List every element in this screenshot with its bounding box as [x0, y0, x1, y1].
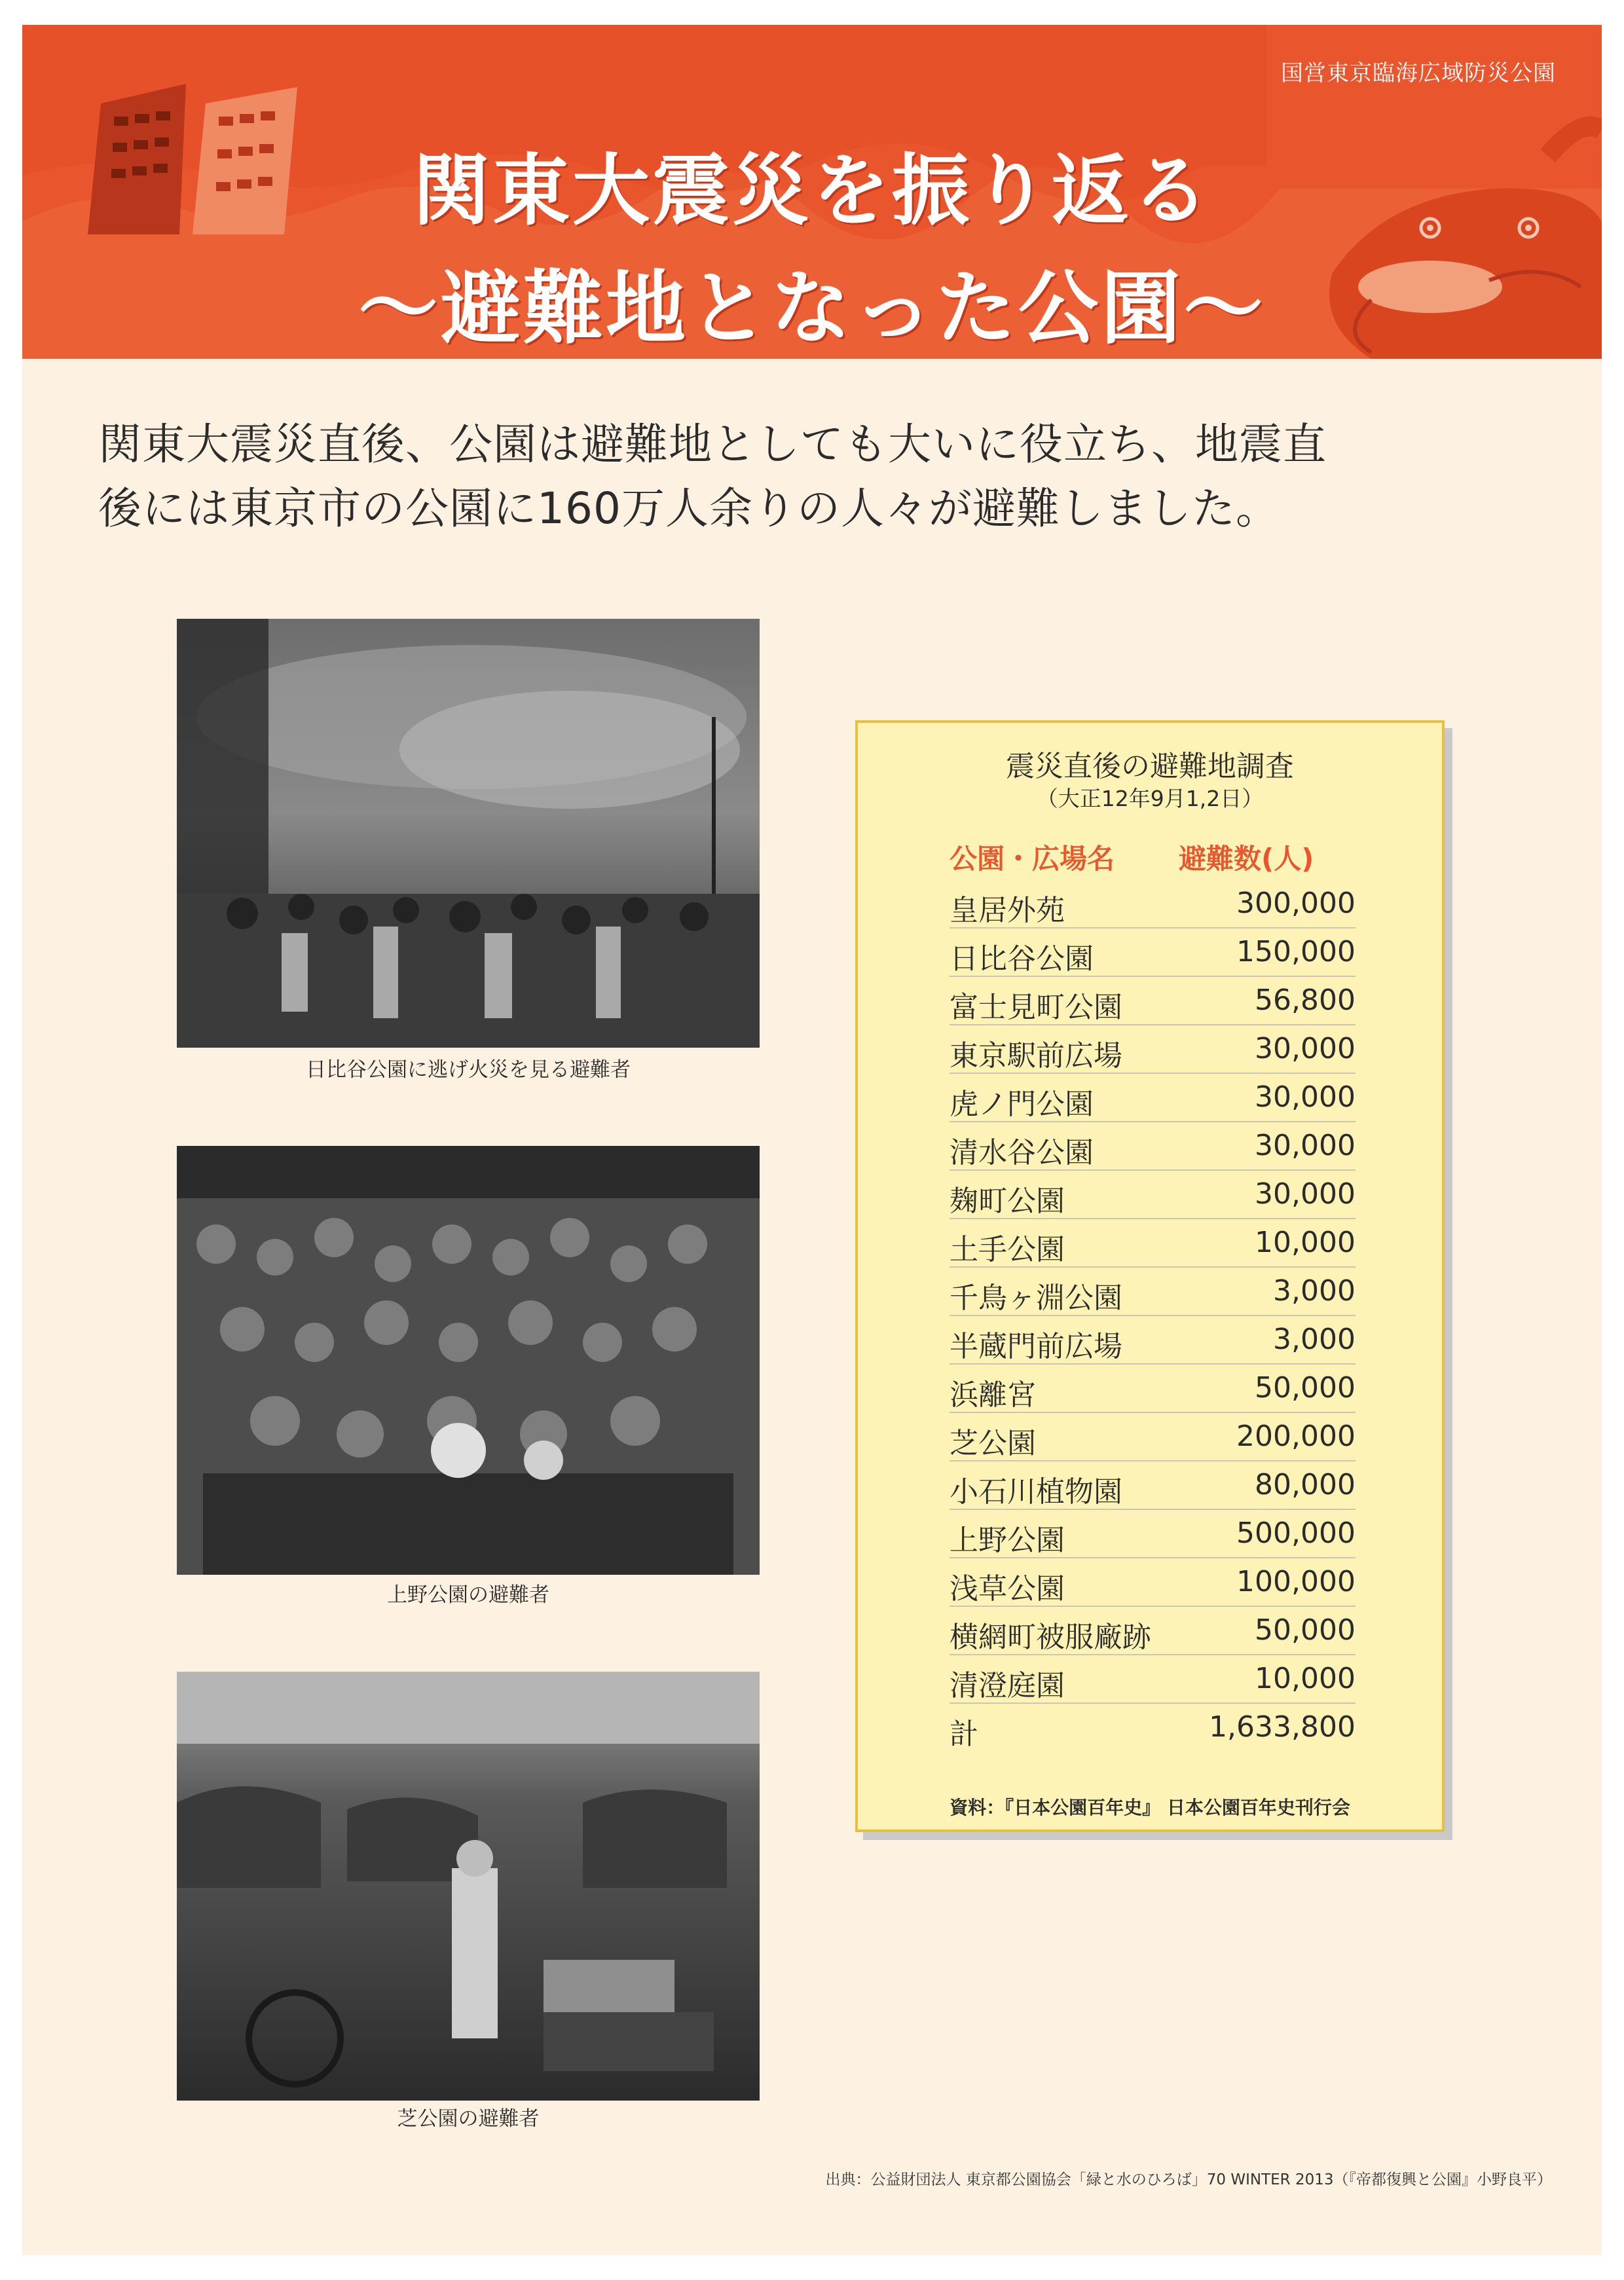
- table-row: [950, 1413, 1356, 1462]
- table-row: [950, 1025, 1356, 1074]
- evacuee-count: 30,000: [1255, 1129, 1356, 1162]
- park-name: 芝公園: [950, 1427, 1036, 1460]
- park-name: 麹町公園: [950, 1185, 1065, 1218]
- evacuee-count: 150,000: [1236, 935, 1356, 968]
- table-row: [950, 977, 1356, 1025]
- table-row: [950, 1655, 1356, 1704]
- header-banner: [22, 25, 1602, 359]
- park-name: 皇居外苑: [950, 894, 1065, 927]
- park-name: 東京駅前広場: [950, 1039, 1122, 1073]
- table-row: [950, 929, 1356, 977]
- total-label: 計: [950, 1718, 978, 1751]
- evacuation-table: [855, 720, 1445, 1832]
- park-name: 清水谷公園: [950, 1136, 1094, 1169]
- table-source: 資料：『日本公園百年史』 日本公園百年史刊行会: [950, 1797, 1350, 1818]
- table-row: [950, 1462, 1356, 1510]
- table-row: [950, 1510, 1356, 1558]
- table-row: [950, 880, 1356, 929]
- park-name: 日比谷公園: [950, 942, 1094, 976]
- park-name: 浜離宮: [950, 1378, 1036, 1412]
- park-name: 虎ノ門公園: [950, 1088, 1094, 1121]
- photo-shiba: [177, 1672, 760, 2101]
- evacuee-count: 3,000: [1273, 1323, 1356, 1356]
- park-name: 清澄庭園: [950, 1669, 1065, 1702]
- column-header-name: 公園・広場名: [950, 843, 1115, 875]
- photo-caption-ueno: 上野公園の避難者: [387, 1583, 549, 1607]
- intro-line-1: 関東大震災直後、公園は避難地としても大いに役立ち、地震直: [98, 419, 1327, 469]
- table-row: [950, 1219, 1356, 1268]
- table-row: [950, 1268, 1356, 1316]
- intro-line-2: 後には東京市の公園に160万人余りの人々が避難しました。: [98, 483, 1280, 534]
- intro-text: [98, 413, 1539, 541]
- photo-caption-shiba: 芝公園の避難者: [397, 2107, 540, 2131]
- evacuee-count: 300,000: [1236, 887, 1356, 920]
- evacuee-count: 30,000: [1255, 1177, 1356, 1211]
- evacuee-count: 56,800: [1255, 984, 1356, 1017]
- table-row: [950, 1607, 1356, 1655]
- park-name: 千鳥ヶ淵公園: [950, 1281, 1122, 1315]
- organization-name: 国営東京臨海広域防災公園: [1281, 60, 1556, 86]
- table-row: [950, 1074, 1356, 1122]
- park-name: 富士見町公園: [950, 991, 1122, 1024]
- park-name: 浅草公園: [950, 1572, 1065, 1606]
- photo-ueno: [177, 1146, 760, 1575]
- photo-hibiya: [177, 619, 760, 1048]
- park-name: 小石川植物園: [950, 1475, 1122, 1509]
- evacuee-count: 100,000: [1236, 1565, 1356, 1598]
- table-total-row: [950, 1704, 1356, 1752]
- credit-text: 出典：公益財団法人 東京都公園協会「緑と水のひろば」70 WINTER 2013（『帝都復興と公園』小野良平）: [825, 2171, 1552, 2188]
- evacuee-count: 10,000: [1255, 1226, 1356, 1259]
- photo-caption-hibiya: 日比谷公園に逃げ火災を見る避難者: [306, 1058, 631, 1082]
- evacuee-count: 30,000: [1255, 1080, 1356, 1114]
- column-header-count: 避難数(人): [1179, 843, 1314, 875]
- evacuee-count: 3,000: [1273, 1274, 1356, 1308]
- park-name: 上野公園: [950, 1524, 1065, 1557]
- table-row: [950, 1316, 1356, 1365]
- park-name: 横網町被服廠跡: [950, 1621, 1151, 1654]
- table-row: [950, 1558, 1356, 1607]
- table-row: [950, 1171, 1356, 1219]
- park-name: 半蔵門前広場: [950, 1330, 1122, 1363]
- table-title: 震災直後の避難地調査: [1006, 750, 1294, 783]
- evacuee-count: 80,000: [1255, 1468, 1356, 1501]
- evacuee-count: 30,000: [1255, 1032, 1356, 1065]
- subtitle: 〜避難地となった公園〜: [358, 262, 1266, 355]
- main-title: 関東大震災を振り返る: [412, 145, 1211, 236]
- table-row: [950, 1122, 1356, 1171]
- table-row: [950, 1365, 1356, 1413]
- table-rows: [950, 880, 1356, 1752]
- total-count: 1,633,800: [1209, 1710, 1356, 1744]
- evacuee-count: 50,000: [1255, 1613, 1356, 1647]
- evacuee-count: 10,000: [1255, 1662, 1356, 1695]
- evacuee-count: 500,000: [1236, 1517, 1356, 1550]
- park-name: 土手公園: [950, 1233, 1065, 1266]
- evacuee-count: 50,000: [1255, 1371, 1356, 1405]
- table-subtitle: （大正12年9月1,2日）: [1036, 786, 1264, 811]
- evacuee-count: 200,000: [1236, 1420, 1356, 1453]
